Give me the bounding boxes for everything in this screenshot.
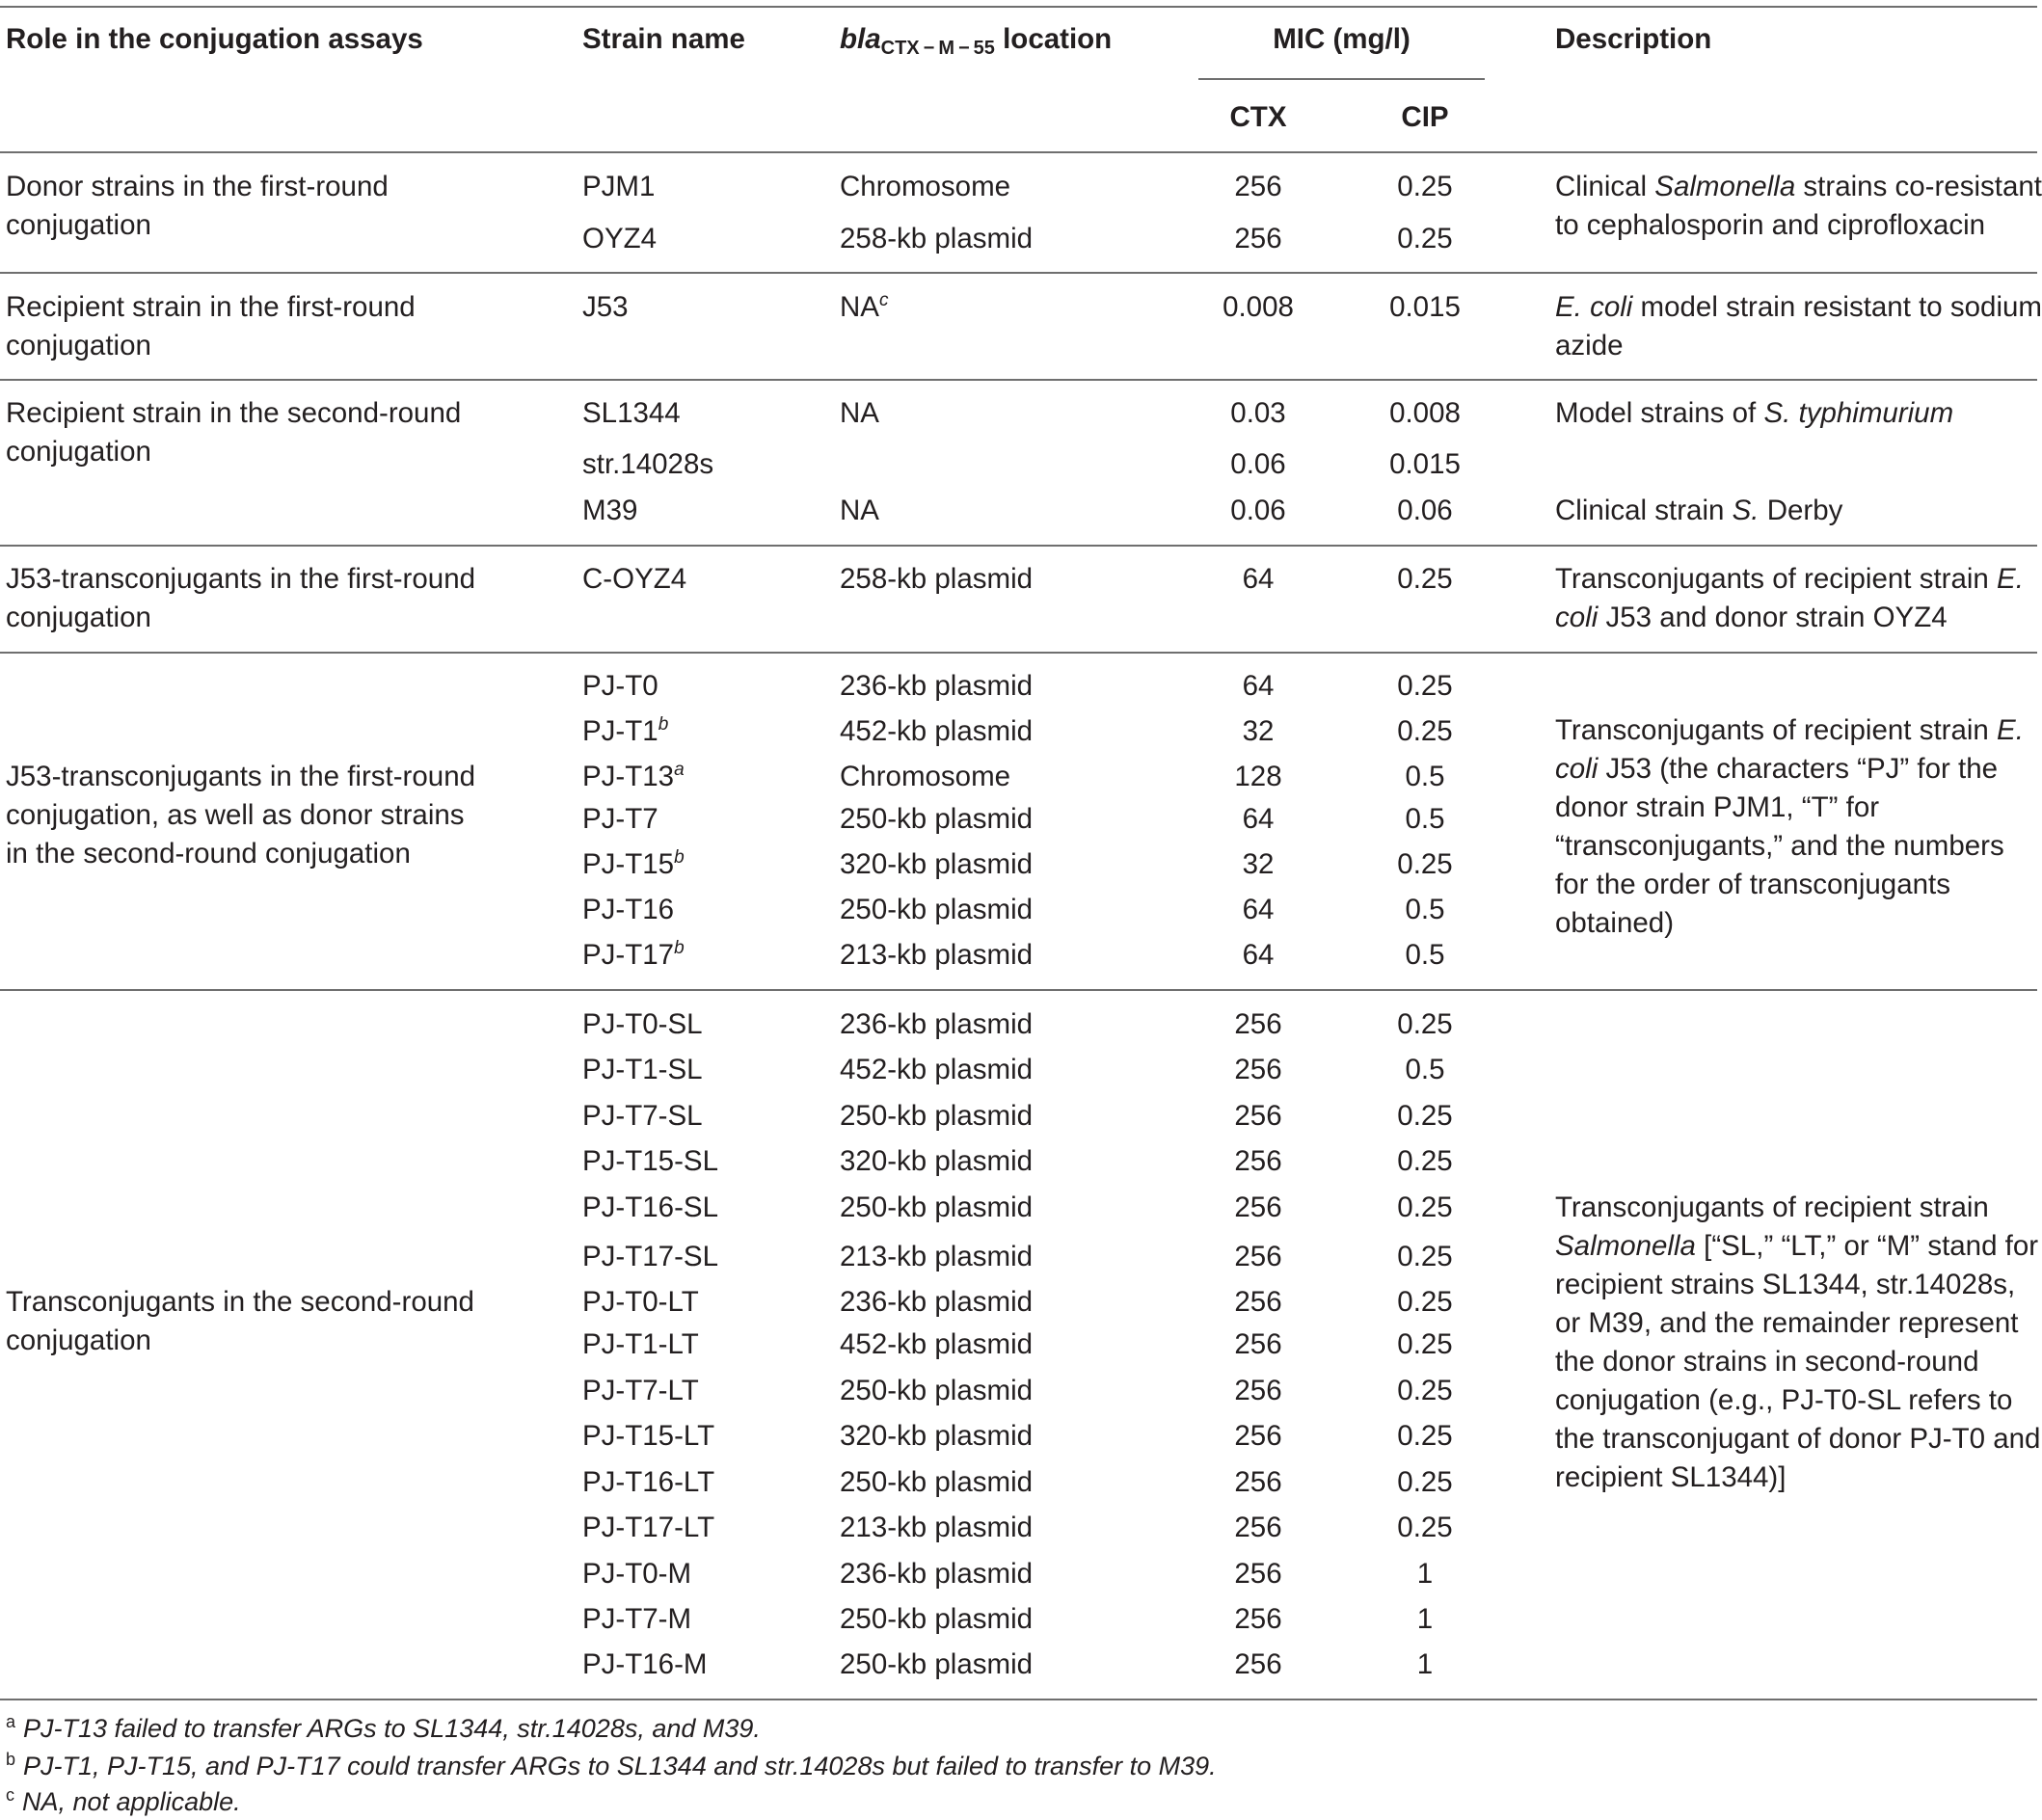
- header-role: Role in the conjugation assays: [6, 23, 423, 55]
- strain-name: J53: [582, 291, 629, 323]
- mic-cip: 1: [1416, 1648, 1434, 1680]
- mic-cip: 0.25: [1397, 1100, 1453, 1132]
- strain-location: 213-kb plasmid: [840, 939, 1034, 971]
- strain-name: [582, 758, 685, 796]
- strain-name: PJ-T16: [582, 894, 675, 925]
- strain-name-text: PJ-T17: [582, 939, 675, 971]
- group-description: Clinical strain S. Derby: [1555, 495, 1843, 526]
- header-rule: [0, 151, 2037, 153]
- mic-cip: 0.25: [1397, 1145, 1453, 1177]
- mic-cip: 0.25: [1397, 670, 1453, 702]
- footnote: [6, 1750, 1217, 1782]
- header-description: Description: [1555, 23, 1712, 55]
- mic-cip: 0.5: [1405, 894, 1445, 925]
- strain-name: PJ-T17-LT: [582, 1512, 715, 1543]
- group-role: Recipient strain in the second-round conjugation: [6, 397, 462, 468]
- strain-name: PJ-T16-M: [582, 1648, 708, 1680]
- header-location-subscript: CTX − M − 55: [880, 38, 995, 59]
- mic-cip: 0.008: [1389, 397, 1461, 429]
- mic-cip: 0.5: [1405, 761, 1445, 792]
- strain-location: 258-kb plasmid: [840, 223, 1034, 254]
- strain-location: 213-kb plasmid: [840, 1512, 1034, 1543]
- mic-cip: 0.25: [1397, 1420, 1453, 1452]
- strain-location: 258-kb plasmid: [840, 563, 1034, 595]
- mic-cip: 0.25: [1397, 171, 1453, 202]
- group-rule: [0, 989, 2037, 991]
- strain-name: M39: [582, 495, 638, 526]
- strain-name: PJ-T0: [582, 670, 658, 702]
- mic-ctx: 64: [1242, 894, 1275, 925]
- mic-ctx: 64: [1242, 803, 1275, 835]
- mic-ctx: 256: [1234, 1100, 1282, 1132]
- mic-cip: 0.25: [1397, 1191, 1453, 1223]
- footnote-mark: c: [6, 1785, 14, 1805]
- mic-ctx: 256: [1234, 1558, 1282, 1590]
- strain-location: 250-kb plasmid: [840, 803, 1034, 835]
- mic-cip: 0.25: [1397, 1008, 1453, 1040]
- group-role: Donor strains in the first-round conjugation: [6, 171, 389, 241]
- strain-name: PJ-T15-LT: [582, 1420, 715, 1452]
- strain-location: 320-kb plasmid: [840, 1145, 1034, 1177]
- strain-name: PJ-T7-LT: [582, 1375, 699, 1406]
- strain-location: NA: [840, 495, 879, 526]
- strain-name-text: PJ-T13: [582, 761, 675, 792]
- strain-location: 250-kb plasmid: [840, 1191, 1034, 1223]
- mic-ctx: 256: [1234, 1603, 1282, 1635]
- footnote: [6, 1712, 761, 1745]
- footnote-text: PJ-T1, PJ-T15, and PJ-T17 could transfer ARGs to SL1344 and str.14028s but failed to transfer to M39.: [23, 1752, 1217, 1780]
- group-role: Recipient strain in the first-round conjugation: [6, 291, 416, 361]
- mic-ctx: 64: [1242, 670, 1275, 702]
- mic-cip: 0.5: [1405, 1054, 1445, 1085]
- strain-location: 250-kb plasmid: [840, 1100, 1034, 1132]
- strain-name: PJ-T1-LT: [582, 1328, 699, 1360]
- footnote: [6, 1785, 241, 1818]
- footnote-text: PJ-T13 failed to transfer ARGs to SL1344, str.14028s, and M39.: [23, 1714, 761, 1743]
- group-rule: [0, 545, 2037, 547]
- mic-ctx: 256: [1234, 1145, 1282, 1177]
- strain-name-text: PJ-T1: [582, 715, 658, 747]
- mic-cip: 0.06: [1397, 495, 1453, 526]
- mic-ctx: 0.06: [1230, 448, 1286, 480]
- mic-ctx: 256: [1234, 1420, 1282, 1452]
- mic-cip: 0.25: [1397, 1512, 1453, 1543]
- mic-cip: 0.015: [1389, 448, 1461, 480]
- mic-ctx: 256: [1234, 1375, 1282, 1406]
- strain-name: PJ-T0-M: [582, 1558, 692, 1590]
- strain-location: 452-kb plasmid: [840, 715, 1034, 747]
- strain-name: [582, 936, 685, 975]
- strain-location: 236-kb plasmid: [840, 1558, 1034, 1590]
- mic-ctx: 256: [1234, 171, 1282, 202]
- location-value: NA: [840, 291, 879, 323]
- strain-name: SL1344: [582, 397, 681, 429]
- group-rule: [0, 379, 2037, 381]
- mic-cip: 0.25: [1397, 715, 1453, 747]
- mic-cip: 0.25: [1397, 1375, 1453, 1406]
- strain-location: 250-kb plasmid: [840, 1375, 1034, 1406]
- mic-ctx: 256: [1234, 1466, 1282, 1498]
- mic-cip: 0.25: [1397, 1241, 1453, 1272]
- mic-ctx: 128: [1234, 761, 1282, 792]
- strain-name-text: PJ-T15: [582, 848, 675, 880]
- mic-cip: 0.015: [1389, 291, 1461, 323]
- group-description: Transconjugants of recipient strain E. coli J53 and donor strain OYZ4: [1555, 563, 2024, 633]
- group-description: E. coli model strain resistant to sodium azide: [1555, 291, 2042, 361]
- header-location: [840, 20, 1112, 59]
- strain-location: 250-kb plasmid: [840, 1466, 1034, 1498]
- mic-ctx: 32: [1242, 715, 1275, 747]
- mic-cip: 0.25: [1397, 1466, 1453, 1498]
- group-description: Transconjugants of recipient strain Salmonella [“SL,” “LT,” or “M” stand for recipient strains SL1344, str.14028s, or M39, and the remainder represent the donor strains in second-round conjugation (e.g., PJ-T0-SL refers to the transconjugant of donor PJ-T0 and recipient SL1344)]: [1555, 1191, 2041, 1493]
- mic-ctx: 256: [1234, 1512, 1282, 1543]
- mic-ctx: 64: [1242, 939, 1275, 971]
- strain-name: PJ-T0-LT: [582, 1286, 699, 1318]
- mic-cip: 0.5: [1405, 939, 1445, 971]
- footnote-mark: b: [674, 847, 685, 868]
- strain-name: [582, 845, 685, 884]
- strain-location: Chromosome: [840, 761, 1011, 792]
- footnote-mark: a: [6, 1712, 16, 1731]
- group-description: Transconjugants of recipient strain E. coli J53 (the characters “PJ” for the donor strain PJM1, “T” for “transconjugants,” and the numbers for the order of transconjugants obtained): [1555, 714, 2024, 939]
- strain-location: NA: [840, 397, 879, 429]
- mic-ctx: 256: [1234, 1648, 1282, 1680]
- strain-location: [840, 288, 888, 327]
- mic-cip: 0.25: [1397, 223, 1453, 254]
- strain-name: PJ-T0-SL: [582, 1008, 703, 1040]
- group-role: Transconjugants in the second-round conjugation: [6, 1286, 474, 1356]
- footnote-mark: c: [878, 290, 889, 310]
- strain-name: PJ-T1-SL: [582, 1054, 703, 1085]
- footnote-mark: b: [674, 938, 685, 958]
- strain-location: 320-kb plasmid: [840, 1420, 1034, 1452]
- strain-location: 452-kb plasmid: [840, 1054, 1034, 1085]
- mic-ctx: 256: [1234, 1328, 1282, 1360]
- bottom-rule: [0, 1699, 2037, 1700]
- mic-cip: 1: [1416, 1558, 1434, 1590]
- mic-header-rule: [1198, 78, 1485, 80]
- strain-name: PJ-T16-LT: [582, 1466, 715, 1498]
- group-rule: [0, 272, 2037, 274]
- strain-name: PJ-T16-SL: [582, 1191, 718, 1223]
- footnote-mark: b: [658, 714, 669, 735]
- mic-cip: 0.25: [1397, 1328, 1453, 1360]
- strain-name: [582, 712, 668, 751]
- mic-ctx: 256: [1234, 1191, 1282, 1223]
- strain-name: OYZ4: [582, 223, 658, 254]
- header-strain: Strain name: [582, 23, 745, 55]
- strain-name: PJ-T7: [582, 803, 658, 835]
- mic-ctx: 256: [1234, 1241, 1282, 1272]
- header-mic: MIC (mg/l): [1273, 23, 1411, 55]
- strain-location: 320-kb plasmid: [840, 848, 1034, 880]
- strain-location: 250-kb plasmid: [840, 1648, 1034, 1680]
- group-description: Clinical Salmonella strains co-resistant to cephalosporin and ciprofloxacin: [1555, 171, 2042, 241]
- mic-ctx: 256: [1234, 1286, 1282, 1318]
- strain-name: str.14028s: [582, 448, 714, 480]
- mic-ctx: 256: [1234, 223, 1282, 254]
- mic-ctx: 0.06: [1230, 495, 1286, 526]
- mic-cip: 0.5: [1405, 803, 1445, 835]
- strain-name: PJ-T7-SL: [582, 1100, 703, 1132]
- mic-ctx: 0.008: [1223, 291, 1294, 323]
- mic-cip: 0.25: [1397, 848, 1453, 880]
- mic-cip: 0.25: [1397, 1286, 1453, 1318]
- strain-location: 250-kb plasmid: [840, 894, 1034, 925]
- footnote-mark: b: [6, 1750, 16, 1769]
- strain-name: PJ-T15-SL: [582, 1145, 718, 1177]
- footnote-text: NA, not applicable.: [22, 1787, 241, 1816]
- mic-ctx: 0.03: [1230, 397, 1286, 429]
- strain-location: Chromosome: [840, 171, 1011, 202]
- mic-ctx: 32: [1242, 848, 1275, 880]
- header-ctx: CTX: [1229, 101, 1287, 133]
- strain-location: 236-kb plasmid: [840, 1286, 1034, 1318]
- top-rule: [0, 6, 2037, 8]
- strain-location: 452-kb plasmid: [840, 1328, 1034, 1360]
- mic-ctx: 256: [1234, 1054, 1282, 1085]
- mic-ctx: 256: [1234, 1008, 1282, 1040]
- strain-location: 250-kb plasmid: [840, 1603, 1034, 1635]
- strain-name: PJM1: [582, 171, 656, 202]
- group-description: Model strains of S. typhimurium: [1555, 397, 1954, 429]
- strain-location: 213-kb plasmid: [840, 1241, 1034, 1272]
- group-role: J53-transconjugants in the first-round conjugation, as well as donor strains in the second-round conjugation: [6, 761, 476, 870]
- header-cip: CIP: [1401, 101, 1449, 133]
- header-location-gene: bla: [840, 23, 881, 55]
- header-location-rest: location: [994, 23, 1113, 55]
- strain-location: 236-kb plasmid: [840, 670, 1034, 702]
- strain-location: 236-kb plasmid: [840, 1008, 1034, 1040]
- group-role: J53-transconjugants in the first-round conjugation: [6, 563, 476, 633]
- mic-cip: 1: [1416, 1603, 1434, 1635]
- strain-name: PJ-T17-SL: [582, 1241, 718, 1272]
- group-rule: [0, 652, 2037, 654]
- mic-cip: 0.25: [1397, 563, 1453, 595]
- strain-name: PJ-T7-M: [582, 1603, 692, 1635]
- mic-ctx: 64: [1242, 563, 1275, 595]
- footnote-mark: a: [674, 760, 685, 780]
- strain-name: C-OYZ4: [582, 563, 687, 595]
